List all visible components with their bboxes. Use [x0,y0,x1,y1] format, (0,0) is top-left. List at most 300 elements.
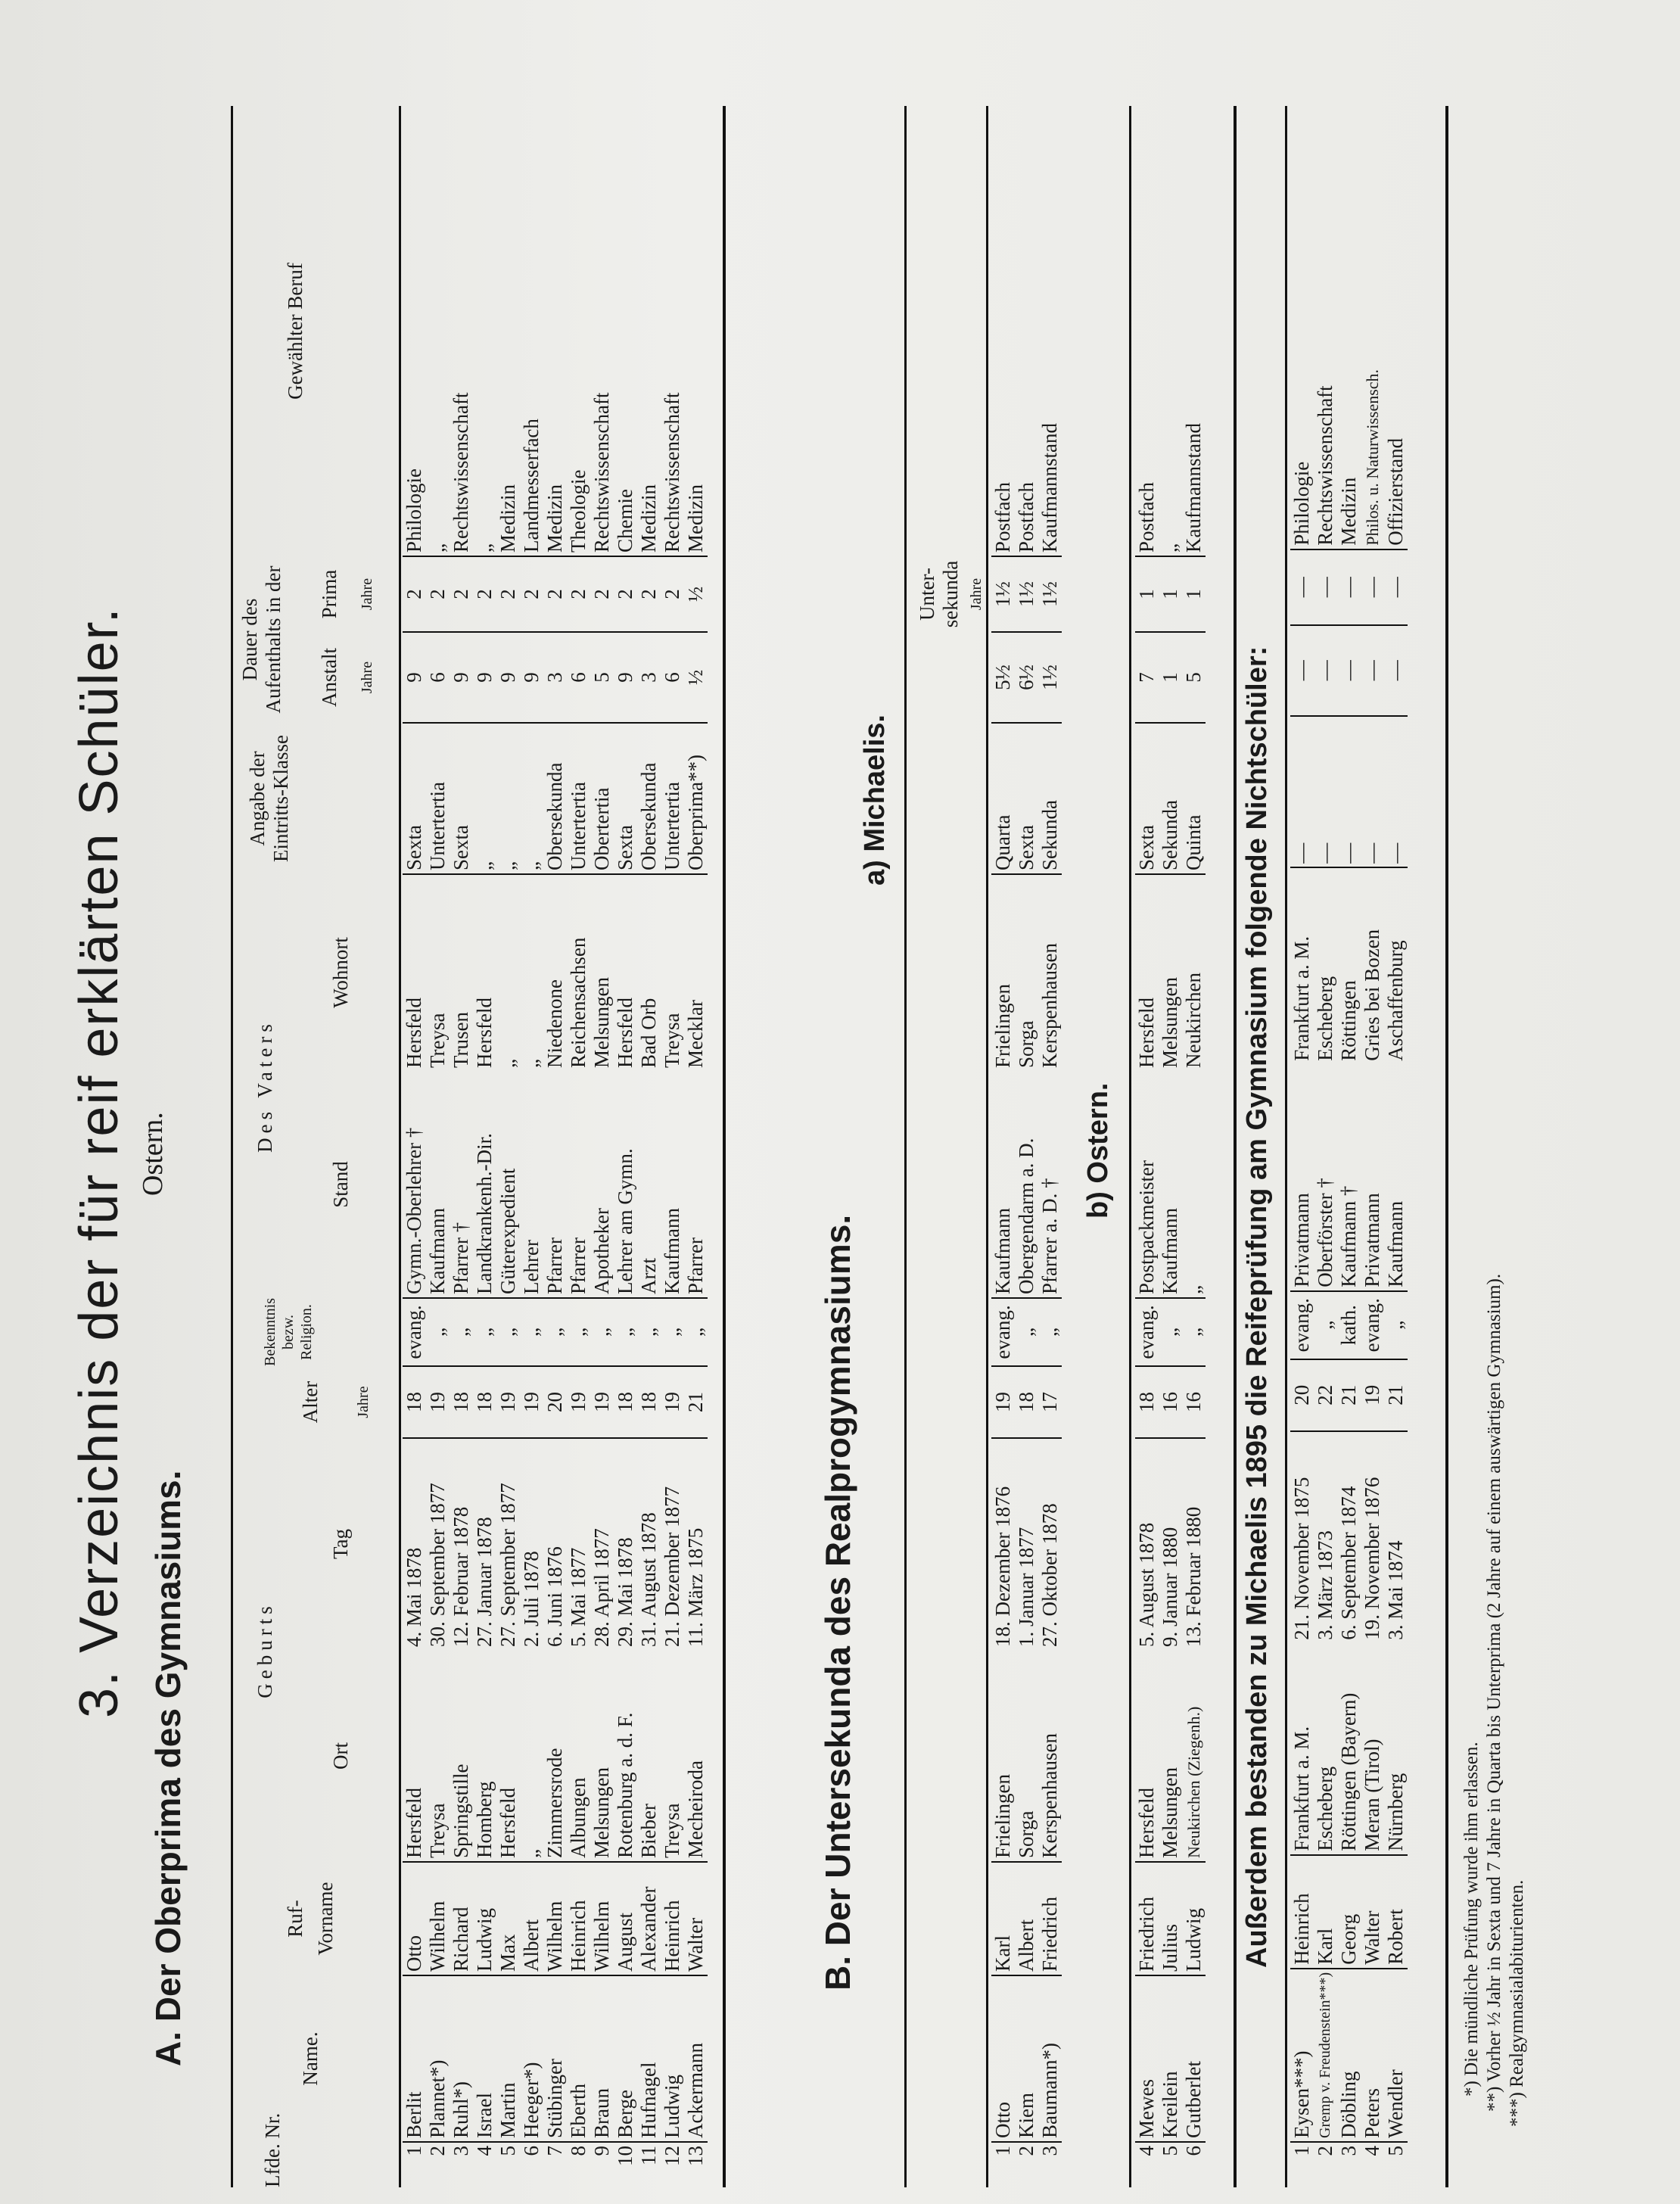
cell-name: Ackermann [684,1975,708,2142]
table-bottom-rule [1445,106,1448,2187]
cell-nr: 1 [991,2142,1015,2187]
cell-vorname: Walter [1361,1855,1384,1969]
cell-wohnort: Treysa [661,874,684,1071]
cell-stand: Kaufmann [661,1208,683,1294]
cell-prima: 2 [590,556,614,632]
cell-rel: evang. [1135,1298,1159,1366]
cell-eintritt: Sexta [1015,723,1038,874]
table-row [473,106,496,2187]
cell-name: Berge [614,1975,637,2142]
cell-wohnort: Kerspenhausen [1038,874,1062,1071]
cell-vorname: Ludwig [1182,1862,1206,1975]
cell-tag: 28. April 1877 [590,1438,614,1650]
cell-rel: „ [590,1298,614,1366]
section-a-table [403,106,708,2187]
cell-rel: kath. [1337,1291,1361,1359]
cell-tag: 4. Mai 1878 [403,1438,426,1650]
cell-ort: Escheberg [1314,1766,1336,1851]
cell-tag: 29. Mai 1878 [614,1438,637,1650]
cell-beruf: Kaufmannstand [1038,423,1061,553]
cell-rel: „ [426,1298,450,1366]
cell-name: Wendler [1384,1969,1408,2142]
cell-stand: Lehrer am Gymn. [614,1148,636,1294]
cell-alter: 19 [426,1366,450,1438]
cell-prima: 2 [426,556,450,632]
cell-alter: 16 [1182,1366,1206,1438]
cell-wohnort: Hersfeld [614,874,637,1071]
rotated-content [23,23,1657,2187]
cell-ort: Sorga [1015,1810,1038,1858]
cell-anstalt: 6 [426,632,450,723]
cell-wohnort: Neukirchen [1182,874,1206,1071]
cell-nr: 10 [614,2142,637,2187]
cell-alter: 19 [661,1366,684,1438]
header-nr: Lfde. Nr. [261,2112,284,2187]
cell-vorname: Otto [403,1862,426,1975]
cell-ort: Frankfurt a. M. [1290,1726,1313,1851]
table-row [1182,106,1206,2187]
cell-alter: 21 [1337,1359,1361,1431]
cell-beruf: Philologie [403,468,425,553]
cell-vorname: Heinrich [567,1862,590,1975]
table-row [426,106,450,2187]
cell-eintritt: Obertertia [590,723,614,874]
cell-tag: 5. August 1878 [1135,1438,1159,1650]
cell-eintritt: Oberprima**) [684,723,708,874]
cell-eintritt: Obersekunda [543,723,567,874]
cell-prima: 1 [1135,556,1159,632]
cell-stand: Privatmann [1290,1193,1313,1287]
cell-eintritt: — [1290,716,1314,867]
cell-tag: 30. September 1877 [426,1438,450,1650]
cell-ort: Zimmersrode [543,1748,566,1858]
cell-anstalt: — [1361,625,1384,716]
cell-eintritt: Obersekunda [637,723,661,874]
cell-name: Otto [991,1975,1015,2142]
cell-nr: 1 [403,2142,426,2187]
page-title: 3. Verzeichnis der für reif erklärten Schüler. [69,606,129,1718]
cell-name: Gutberlet [1182,1975,1206,2142]
cell-beruf: Theologie [567,469,590,553]
cell-tag: 13. Februar 1880 [1182,1438,1206,1650]
cell-wohnort: Hersfeld [473,874,496,1071]
cell-vorname: Karl [1314,1855,1337,1969]
cell-vorname: Ludwig [473,1862,496,1975]
cell-stand: Landkrankenh.-Dir. [473,1133,496,1294]
cell-vorname: Alexander [637,1862,661,1975]
cell-beruf: Rechtswissenschaft [661,392,683,553]
section-c-top-rule [1234,106,1237,2187]
header-bekenntnis: Bekenntnis bezw. Religion. [262,1298,315,1366]
header-untersekunda-jahre: Jahre [968,577,985,611]
cell-beruf: Medizin [684,484,707,553]
cell-vorname: Friedrich [1135,1862,1159,1975]
cell-stand: Pfarrer † [450,1222,472,1294]
cell-beruf: Offizierstand [1384,437,1407,546]
cell-rel: „ [520,1298,543,1366]
table-row [1159,106,1182,2187]
cell-name: Israel [473,1975,496,2142]
cell-name: Peters [1361,1969,1384,2142]
cell-alter: 19 [991,1366,1015,1438]
cell-tag: 6. September 1874 [1337,1431,1361,1643]
cell-alter: 21 [684,1366,708,1438]
section-b-ostern-rule [1129,106,1131,2187]
cell-prima: — [1337,549,1361,625]
cell-alter: 18 [450,1366,473,1438]
table-row [684,106,708,2187]
header-dauer: Dauer des Aufenthalts in der [238,565,285,714]
header-ruf: Ruf- [284,1900,306,1938]
cell-vorname: August [614,1862,637,1975]
cell-ort: Homberg [473,1781,496,1858]
cell-nr: 11 [637,2142,661,2187]
cell-anstalt: 9 [520,632,543,723]
cell-anstalt: 9 [496,632,520,723]
cell-vorname: Robert [1384,1855,1408,1969]
cell-ort: Springstille [450,1764,472,1858]
cell-prima: 1 [1159,556,1182,632]
cell-rel: „ [567,1298,590,1366]
cell-wohnort: Hersfeld [403,874,426,1071]
cell-eintritt: — [1337,716,1361,867]
section-c-header-rule [1285,106,1287,2187]
header-alter-jahre: Jahre [355,1386,372,1418]
cell-tag: 6. Juni 1876 [543,1438,567,1650]
cell-beruf: Landmesserfach [520,419,543,553]
cell-prima: 2 [661,556,684,632]
cell-vorname: Georg [1337,1855,1361,1969]
cell-alter: 16 [1159,1366,1182,1438]
header-top-rule [231,106,233,2187]
cell-anstalt: 6 [661,632,684,723]
cell-stand: „ [1182,1285,1205,1294]
cell-alter: 19 [1361,1359,1384,1431]
cell-eintritt: Untertertia [426,723,450,874]
cell-anstalt: 1½ [1038,632,1062,723]
cell-beruf: „ [473,543,496,553]
cell-wohnort: Frankfurt a. M. [1290,867,1314,1064]
cell-tag: 27. Oktober 1878 [1038,1438,1062,1650]
cell-wohnort: Melsungen [590,874,614,1071]
cell-prima: 1½ [1038,556,1062,632]
cell-anstalt: 5 [1182,632,1206,723]
header-stand: Stand [329,1161,352,1208]
cell-beruf: Philologie [1290,461,1313,546]
cell-nr: 4 [1361,2142,1384,2187]
section-b-header [904,106,988,2187]
section-b-title: B. Der Untersekunda des Realprogymnasiums. [818,1214,857,1991]
cell-tag: 2. Juli 1878 [520,1438,543,1650]
cell-alter: 19 [496,1366,520,1438]
cell-beruf: Medizin [543,484,566,553]
cell-anstalt: 7 [1135,632,1159,723]
cell-tag: 27. Januar 1878 [473,1438,496,1650]
cell-wohnort: Gries bei Bozen [1361,867,1384,1064]
cell-wohnort: Aschaffenburg [1384,867,1408,1064]
cell-alter: 18 [1135,1366,1159,1438]
cell-nr: 4 [1135,2142,1159,2187]
cell-stand: Postpackmeister [1135,1160,1158,1294]
cell-wohnort: Trusen [450,874,473,1071]
table-row [991,106,1015,2187]
cell-rel: „ [614,1298,637,1366]
cell-prima: — [1290,549,1314,625]
cell-rel: „ [1159,1298,1182,1366]
cell-eintritt: „ [520,723,543,874]
table-row [1135,106,1159,2187]
cell-stand: Privatmann [1361,1193,1383,1287]
cell-nr: 1 [1290,2142,1314,2187]
cell-tag: 27. September 1877 [496,1438,520,1650]
cell-anstalt: 3 [637,632,661,723]
cell-eintritt: „ [473,723,496,874]
cell-beruf: Postfach [1135,482,1158,553]
header-geburts: Geburts [254,1602,276,1698]
cell-stand: Kaufmann [1159,1208,1181,1294]
cell-prima: 1½ [1015,556,1038,632]
header-name: Name. [299,2031,322,2086]
cell-ort: Melsungen [1159,1767,1181,1858]
cell-beruf: Rechtswissenschaft [450,392,472,553]
table-row [590,106,614,2187]
table-row [1361,99,1384,2187]
cell-wohnort: „ [496,874,520,1071]
cell-anstalt: 9 [450,632,473,723]
cell-prima: 2 [496,556,520,632]
header-anstalt-jahre: Jahre [359,661,375,694]
cell-nr: 6 [520,2142,543,2187]
cell-anstalt: — [1290,625,1314,716]
cell-stand: Apotheker [590,1208,613,1294]
cell-tag: 21. Dezember 1877 [661,1438,684,1650]
cell-alter: 22 [1314,1359,1337,1431]
cell-tag: 1. Januar 1877 [1015,1438,1038,1650]
cell-wohnort: Frielingen [991,874,1015,1071]
header-vorname: Vorname [314,1882,337,1956]
cell-stand: Güterexpedient [496,1168,519,1294]
section-b-sub-a: a) Michaelis. [859,714,891,886]
cell-nr: 2 [426,2142,450,2187]
cell-alter: 18 [614,1366,637,1438]
cell-eintritt: — [1314,716,1337,867]
cell-stand: Oberförster † [1314,1178,1336,1287]
table-row [1384,99,1408,2187]
table-row [543,106,567,2187]
cell-beruf: Medizin [496,484,519,553]
cell-rel: „ [661,1298,684,1366]
table-row [1314,99,1337,2187]
cell-ort: Frielingen [991,1774,1014,1858]
cell-prima: 2 [543,556,567,632]
cell-prima: 1 [1182,556,1206,632]
cell-stand: Pfarrer [684,1237,707,1294]
cell-vorname: Julius [1159,1862,1182,1975]
cell-alter: 21 [1384,1359,1408,1431]
cell-alter: 20 [1290,1359,1314,1431]
cell-vorname: Max [496,1862,520,1975]
cell-wohnort: Sorga [1015,874,1038,1071]
cell-nr: 7 [543,2142,567,2187]
cell-tag: 19. November 1876 [1361,1431,1384,1643]
cell-anstalt: 6½ [1015,632,1038,723]
cell-wohnort: Hersfeld [1135,874,1159,1071]
cell-anstalt: 6 [567,632,590,723]
cell-eintritt: Untertertia [661,723,684,874]
cell-name: Baumann*) [1038,1975,1062,2142]
cell-name: Eysen***) [1290,1969,1314,2142]
cell-wohnort: Treysa [426,874,450,1071]
cell-prima: 2 [637,556,661,632]
cell-alter: 17 [1038,1366,1062,1438]
section-b-michaelis-table [991,106,1062,2187]
cell-rel: „ [1182,1298,1206,1366]
cell-stand: Kaufmann [1384,1200,1407,1287]
cell-wohnort: Bad Orb [637,874,661,1071]
cell-nr: 2 [1314,2142,1337,2187]
cell-rel: „ [543,1298,567,1366]
cell-tag: 3. März 1873 [1314,1431,1337,1643]
table-row [661,106,684,2187]
cell-beruf: Philos. u. Naturwissensch. [1363,369,1382,546]
cell-prima: — [1314,549,1337,625]
cell-nr: 3 [1337,2142,1361,2187]
cell-prima: 2 [473,556,496,632]
cell-stand: Pfarrer [567,1237,590,1294]
cell-beruf: Rechtswissenschaft [590,392,613,553]
cell-prima: 2 [614,556,637,632]
cell-alter: 19 [567,1366,590,1438]
cell-tag: 9. Januar 1880 [1159,1438,1182,1650]
cell-ort: Nürnberg [1384,1773,1407,1851]
header-bottom-rule [399,106,401,2187]
header-anstalt: Anstalt [318,648,341,707]
cell-eintritt: Untertertia [567,723,590,874]
footnote-1: *) Die mündliche Prüfung wurde ihm erlassen. [1461,1742,1482,2097]
cell-beruf: Kaufmannstand [1182,423,1205,553]
cell-alter: 20 [543,1366,567,1438]
cell-rel: „ [1038,1298,1062,1366]
cell-anstalt: 9 [473,632,496,723]
cell-stand: Kaufmann [426,1208,449,1294]
table-row [567,106,590,2187]
cell-ort: Albungen [567,1777,590,1858]
cell-anstalt: 5 [590,632,614,723]
cell-anstalt: 5½ [991,632,1015,723]
cell-ort: Melsungen [590,1767,613,1858]
cell-prima: 2 [520,556,543,632]
footnote-3: ***) Realgymnasialabiturienten. [1507,1879,1527,2127]
cell-eintritt: Sexta [614,723,637,874]
section-b-header-bottom-rule [986,106,988,2187]
cell-rel: „ [1015,1298,1038,1366]
table-row [450,106,473,2187]
cell-beruf: „ [1159,543,1181,553]
table-row [637,106,661,2187]
cell-stand: Obergendarm a. D. [1015,1138,1038,1294]
cell-name: Martin [496,1975,520,2142]
cell-alter: 18 [473,1366,496,1438]
section-c-table [1290,99,1408,2187]
table-row [614,106,637,2187]
cell-name: Hufnagel [637,1975,661,2142]
cell-rel: „ [496,1298,520,1366]
cell-beruf: Postfach [1015,482,1038,553]
cell-alter: 19 [590,1366,614,1438]
section-b-top-rule [723,106,726,2187]
cell-nr: 12 [661,2142,684,2187]
cell-name: Stübinger [543,1975,567,2142]
section-a-term: Ostern. [137,1112,169,1196]
cell-eintritt: Sexta [403,723,426,874]
cell-name: Mewes [1135,1975,1159,2142]
table-row [496,106,520,2187]
cell-wohnort: Melsungen [1159,874,1182,1071]
cell-nr: 6 [1182,2142,1206,2187]
cell-name: Braun [590,1975,614,2142]
cell-ort: Hersfeld [403,1788,425,1858]
cell-tag: 12. Februar 1878 [450,1438,473,1650]
cell-vorname: Albert [1015,1862,1038,1975]
header-tag: Tag [329,1528,352,1560]
cell-beruf: Medizin [637,484,660,553]
cell-prima: 2 [450,556,473,632]
cell-nr: 9 [590,2142,614,2187]
cell-anstalt: — [1337,625,1361,716]
cell-tag: 31. August 1878 [637,1438,661,1650]
cell-anstalt: — [1314,625,1337,716]
cell-eintritt: Sekunda [1159,723,1182,874]
cell-beruf: „ [426,543,449,553]
cell-alter: 18 [637,1366,661,1438]
cell-ort: Meran (Tirol) [1361,1739,1383,1851]
cell-beruf: Rechtswissenschaft [1314,385,1336,546]
cell-prima: — [1361,549,1384,625]
table-row [1337,99,1361,2187]
cell-vorname: Walter [684,1862,708,1975]
cell-rel: evang. [1361,1291,1384,1359]
section-b-header-rule [904,106,907,2187]
cell-nr: 3 [1038,2142,1062,2187]
cell-tag: 3. Mai 1874 [1384,1431,1408,1643]
cell-prima: 1½ [991,556,1015,632]
header-des-vaters: Des Vaters [254,1020,276,1153]
table-row [520,106,543,2187]
cell-ort: Kerspenhausen [1038,1733,1061,1858]
cell-anstalt: — [1384,625,1408,716]
section-a-title: A. Der Oberprima des Gymnasiums. [148,1470,188,2066]
header-untersekunda: Unter-sekunda [916,560,962,628]
header-prima: Prima [318,569,341,619]
cell-name: Ruhl*) [450,1975,473,2142]
cell-rel: „ [684,1298,708,1366]
cell-stand: Kaufmann † [1337,1185,1360,1287]
cell-rel: evang. [1290,1291,1314,1359]
header-wohnort: Wohnort [329,937,352,1008]
cell-prima: ½ [684,556,708,632]
cell-tag: 5. Mai 1877 [567,1438,590,1650]
cell-ort: „ [520,1849,543,1858]
cell-wohnort: Reichensachsen [567,874,590,1071]
cell-rel: evang. [403,1298,426,1366]
cell-alter: 18 [1015,1366,1038,1438]
cell-vorname: Heinrich [1290,1855,1314,1969]
cell-rel: evang. [991,1298,1015,1366]
table-row [1038,106,1062,2187]
cell-wohnort: Escheberg [1314,867,1337,1064]
cell-stand: Arzt [637,1258,660,1294]
cell-rel: „ [1314,1291,1337,1359]
